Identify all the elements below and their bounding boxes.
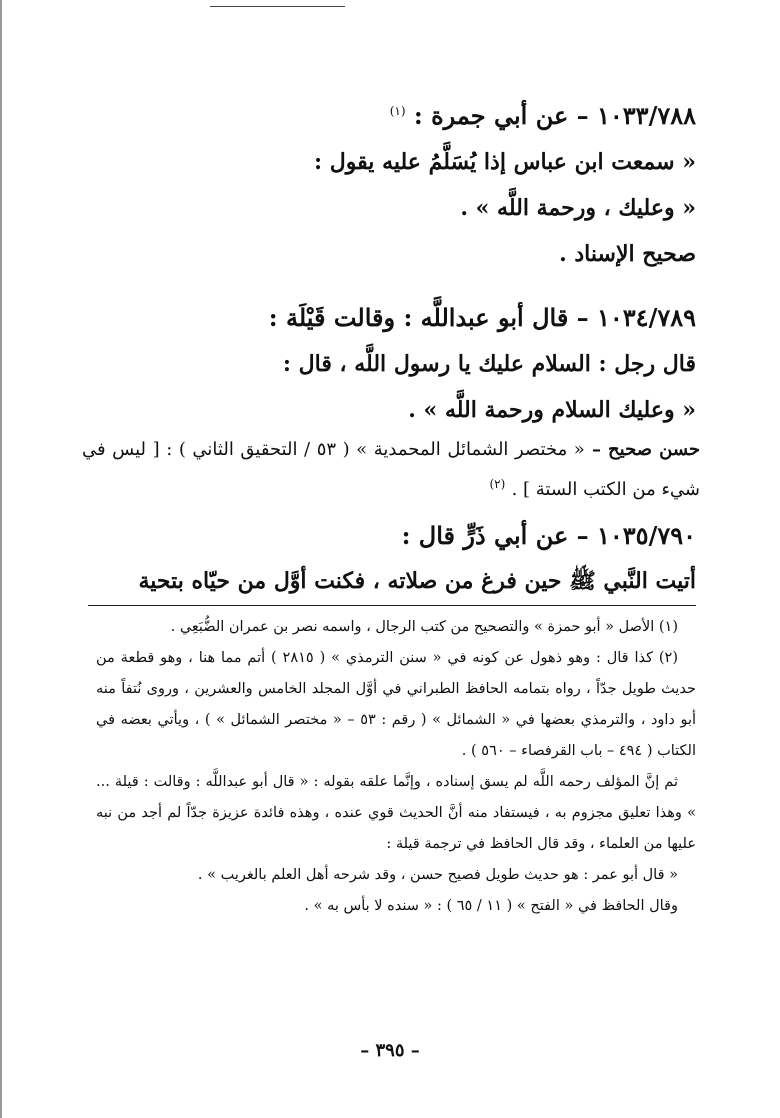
page-number: – ٣٩٥ – (360, 1040, 420, 1061)
hadith-788-head: ١٠٣٣/٧٨٨ – عن أبي جمرة : $^{(١)}$ (389, 101, 696, 130)
footnote-quote: « قال أبو عمر : هو حديث طويل فصيح حسن ، وقد شرحه أهل العلم بالغريب » . (197, 867, 678, 883)
top-rule (210, 6, 345, 7)
page-edge (0, 0, 2, 1118)
footnote-2: (٢) كذا قال : وهو ذهول عن كونه في « سنن الترمذي » ( ٢٨١٥ ) أتم مما هنا ، وهو قطعة من حديث طويل جدّاً ، رواه بتمامه الحافظ الطبراني في أوَّل المجلد الخامس والعشرين ، وروى نُتفاً منه أبو داود ، والترمذي بعضها في « الشمائل » ( رقم : ٥٣ – « مختصر الشمائل » ) ، ويأتي بعضه في الكتاب ( ٤٩٤ – باب القرفصاء – ٥٦٠ ) . (96, 650, 697, 759)
footnote-ref-1[interactable]: (١) (389, 104, 406, 118)
footnote-paragraph: ثم إنَّ المؤلف رحمه اللَّه لم يسق إسناده ، وإنَّما علقه بقوله : « قال أبو عبداللَّه : وقالت : قيلة ... » وهذا تعليق مجزوم به ، فيستفاد منه أنَّ الحديث قوي عنده ، وهذه فائدة عزيزة جدّاً لم أجد من نبه عليها من العلماء ، وقد قال الحافظ في ترجمة قيلة : (96, 774, 696, 852)
hadith-789-head: ١٠٣٤/٧٨٩ – قال أبو عبداللَّه : وقالت قَيْلَة : (268, 303, 696, 332)
hadith-789-line-1: قال رجل : السلام عليك يا رسول اللَّه ، قال : (282, 351, 696, 377)
footnotes (96, 612, 696, 922)
hadith-788-line-1: « سمعت ابن عباس إذا يُسَلَّمُ عليه يقول : (314, 149, 696, 175)
hadith-790-line-1: أتيت النَّبي ﷺ حين فرغ من صلاته ، فكنت أوَّل من حيّاه بتحية (88, 559, 696, 606)
hadith-789 (96, 295, 696, 433)
grade-label: حسن صحيح – (591, 439, 701, 460)
footnote-ref-2[interactable]: (٢) (489, 477, 506, 491)
hadith-788 (96, 88, 696, 277)
footnote-last: وقال الحافظ في « الفتح » ( ١١ / ٦٥ ) : « سنده لا بأس به » . (304, 898, 678, 914)
grade-source: « مختصر الشمائل المحمدية » ( ٥٣ / التحقيق الثاني ) : [ ليس في شيء من الكتب الستة ] . (82, 439, 700, 500)
hadith-790-head: ١٠٣٥/٧٩٠ – عن أبي ذَرٍّ قال : (401, 521, 696, 550)
hadith-788-grade: صحيح الإسناد . (559, 241, 696, 267)
footnote-1: (١) الأصل « أبو حمزة » والتصحيح من كتب الرجال ، واسمه نصر بن عمران الضُّبَعِي . (170, 619, 678, 635)
hadith-789-grade (82, 433, 700, 507)
hadith-790 (96, 513, 696, 559)
page-body (82, 88, 701, 922)
hadith-789-line-2: « وعليك السلام ورحمة اللَّه » . (408, 397, 696, 423)
hadith-788-line-2: « وعليك ، ورحمة اللَّه » . (460, 195, 696, 221)
